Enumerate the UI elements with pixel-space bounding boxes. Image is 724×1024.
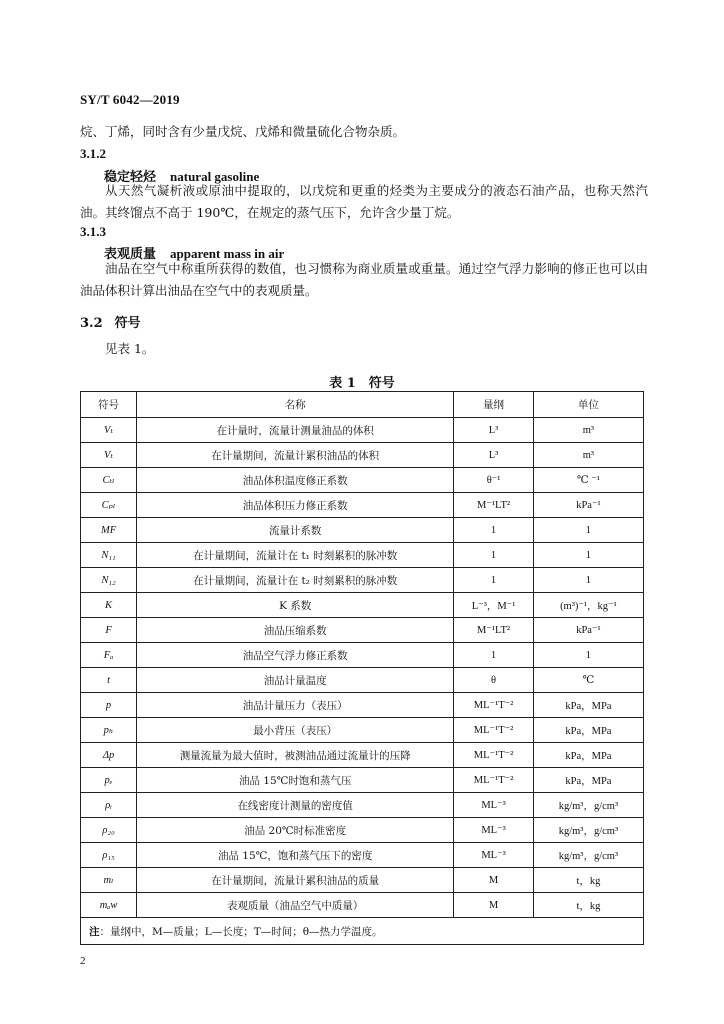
unit-cell: 1 bbox=[533, 518, 643, 543]
table-row bbox=[81, 843, 644, 868]
dimension-cell: M bbox=[454, 868, 534, 893]
symbol-cell: Vₜ bbox=[81, 418, 137, 443]
name-cell: 流量计系数 bbox=[137, 518, 454, 543]
unit-cell: ℃ bbox=[533, 668, 643, 693]
unit-cell: 1 bbox=[533, 643, 643, 668]
dimension-cell: 1 bbox=[454, 543, 534, 568]
name-cell: 在计量期间，流量计在 t₁ 时刻累积的脉冲数 bbox=[137, 543, 454, 568]
table-row bbox=[81, 543, 644, 568]
unit-cell: 1 bbox=[533, 543, 643, 568]
symbol-cell: MF bbox=[81, 518, 137, 543]
symbol-cell: Fₐ bbox=[81, 643, 137, 668]
standard-code: SY/T 6042—2019 bbox=[80, 92, 180, 107]
name-cell: 油品 15℃，饱和蒸气压下的密度 bbox=[137, 843, 454, 868]
table-header-row bbox=[81, 392, 644, 418]
symbol-cell: Δp bbox=[81, 743, 137, 768]
see-table-text: 见表 1。 bbox=[105, 341, 155, 356]
table-row bbox=[81, 443, 644, 468]
unit-cell: kg/m³，g/cm³ bbox=[533, 843, 643, 868]
note-label: 注 bbox=[89, 925, 100, 938]
table-body bbox=[81, 418, 644, 918]
table-row bbox=[81, 793, 644, 818]
table-caption: 表 1 符号 bbox=[329, 376, 395, 391]
name-cell: 表观质量（油品空气中质量） bbox=[137, 893, 454, 918]
dimension-cell: θ bbox=[454, 668, 534, 693]
unit-cell: (m³)⁻¹，kg⁻¹ bbox=[533, 593, 643, 618]
name-cell: 油品计量温度 bbox=[137, 668, 454, 693]
dimension-cell: M⁻¹LT² bbox=[454, 618, 534, 643]
symbol-cell: mₗ bbox=[81, 868, 137, 893]
dimension-cell: ML⁻³ bbox=[454, 818, 534, 843]
name-cell: 油品空气浮力修正系数 bbox=[137, 643, 454, 668]
symbol-cell: ρ₂₀ bbox=[81, 818, 137, 843]
dimension-cell: ML⁻¹T⁻² bbox=[454, 743, 534, 768]
term-zh: 表观质量 bbox=[104, 247, 157, 262]
term-en: apparent mass in air bbox=[170, 246, 285, 261]
dimension-cell: ML⁻³ bbox=[454, 793, 534, 818]
term-en: natural gasoline bbox=[170, 169, 260, 184]
table-row bbox=[81, 818, 644, 843]
table-row bbox=[81, 693, 644, 718]
symbol-cell: t bbox=[81, 668, 137, 693]
unit-cell: 1 bbox=[533, 568, 643, 593]
intro-continuation: 烷、丁烯，同时含有少量戊烷、戊烯和微量硫化合物杂质。 bbox=[80, 124, 406, 139]
unit-cell: kPa，MPa bbox=[533, 743, 643, 768]
table-row bbox=[81, 468, 644, 493]
unit-cell: kg/m³，g/cm³ bbox=[533, 793, 643, 818]
name-cell: 油品 20℃时标准密度 bbox=[137, 818, 454, 843]
table-row bbox=[81, 643, 644, 668]
unit-cell: kPa，MPa bbox=[533, 693, 643, 718]
name-cell: 油品体积压力修正系数 bbox=[137, 493, 454, 518]
name-cell: 油品 15℃时饱和蒸气压 bbox=[137, 768, 454, 793]
dimension-cell: L³ bbox=[454, 443, 534, 468]
table-row bbox=[81, 668, 644, 693]
name-cell: 在计量时，流量计测量油品的体积 bbox=[137, 418, 454, 443]
name-cell: 在计量期间，流量计在 t₂ 时刻累积的脉冲数 bbox=[137, 568, 454, 593]
table-row bbox=[81, 418, 644, 443]
section-title-text: 符号 bbox=[114, 316, 141, 331]
symbol-cell: pₕ bbox=[81, 718, 137, 743]
name-cell: K 系数 bbox=[137, 593, 454, 618]
header-unit: 单位 bbox=[533, 392, 643, 418]
dimension-cell: 1 bbox=[454, 568, 534, 593]
unit-cell: kPa⁻¹ bbox=[533, 493, 643, 518]
table-row bbox=[81, 893, 644, 918]
section-number-3-1-2: 3.1.2 bbox=[80, 146, 106, 161]
dimension-cell: L⁻³，M⁻¹ bbox=[454, 593, 534, 618]
dimension-cell: 1 bbox=[454, 643, 534, 668]
table-row bbox=[81, 768, 644, 793]
header-dimension: 量纲 bbox=[454, 392, 534, 418]
table-row bbox=[81, 493, 644, 518]
symbol-cell: ρᵢ bbox=[81, 793, 137, 818]
table-row bbox=[81, 518, 644, 543]
name-cell: 在线密度计测量的密度值 bbox=[137, 793, 454, 818]
section-title-symbols bbox=[80, 312, 141, 331]
note-text: ：量纲中，M—质量；L—长度；T—时间；θ—热力学温度。 bbox=[99, 925, 383, 938]
header-name: 名称 bbox=[137, 392, 454, 418]
table-note-row bbox=[81, 918, 644, 945]
unit-cell: ℃ ⁻¹ bbox=[533, 468, 643, 493]
name-cell: 在计量期间，流量计累积油品的质量 bbox=[137, 868, 454, 893]
symbol-cell: ρ₁₅ bbox=[81, 843, 137, 868]
dimension-cell: ML⁻¹T⁻² bbox=[454, 768, 534, 793]
definition-natural-gasoline: 从天然气凝析液或原油中提取的，以戊烷和更重的烃类为主要成分的液态石油产品，也称天然汽油。其终馏点不高于 190℃，在规定的蒸气压下，允许含少量丁烷。 bbox=[80, 183, 648, 220]
symbol-cell: N₁₁ bbox=[81, 543, 137, 568]
unit-cell: m³ bbox=[533, 443, 643, 468]
symbol-cell: mₐw bbox=[81, 893, 137, 918]
symbol-cell: pₑ bbox=[81, 768, 137, 793]
symbols-table bbox=[80, 391, 644, 945]
table-row bbox=[81, 593, 644, 618]
unit-cell: kPa⁻¹ bbox=[533, 618, 643, 643]
symbol-cell: p bbox=[81, 693, 137, 718]
symbol-cell: F bbox=[81, 618, 137, 643]
symbol-cell: Vₜ bbox=[81, 443, 137, 468]
table-note bbox=[81, 918, 644, 945]
name-cell: 最小背压（表压） bbox=[137, 718, 454, 743]
unit-cell: kPa，MPa bbox=[533, 768, 643, 793]
page-number: 2 bbox=[80, 955, 86, 967]
dimension-cell: θ⁻¹ bbox=[454, 468, 534, 493]
name-cell: 油品计量压力（表压） bbox=[137, 693, 454, 718]
table-row bbox=[81, 743, 644, 768]
dimension-cell: ML⁻¹T⁻² bbox=[454, 718, 534, 743]
dimension-cell: L³ bbox=[454, 418, 534, 443]
definition-apparent-mass: 油品在空气中称重所获得的数值，也习惯称为商业质量或重量。通过空气浮力影响的修正也可以由油品体积计算出油品在空气中的表观质量。 bbox=[80, 261, 648, 298]
name-cell: 油品压缩系数 bbox=[137, 618, 454, 643]
table-row bbox=[81, 718, 644, 743]
table-row bbox=[81, 868, 644, 893]
dimension-cell: 1 bbox=[454, 518, 534, 543]
section-number: 3.2 bbox=[80, 316, 103, 331]
unit-cell: m³ bbox=[533, 418, 643, 443]
symbol-cell: Cₚₗ bbox=[81, 493, 137, 518]
dimension-cell: M bbox=[454, 893, 534, 918]
unit-cell: t，kg bbox=[533, 868, 643, 893]
table-row bbox=[81, 568, 644, 593]
name-cell: 油品体积温度修正系数 bbox=[137, 468, 454, 493]
symbol-cell: K bbox=[81, 593, 137, 618]
unit-cell: t，kg bbox=[533, 893, 643, 918]
section-number-3-1-3: 3.1.3 bbox=[80, 224, 106, 239]
dimension-cell: ML⁻¹T⁻² bbox=[454, 693, 534, 718]
table-row bbox=[81, 618, 644, 643]
unit-cell: kg/m³，g/cm³ bbox=[533, 818, 643, 843]
dimension-cell: ML⁻³ bbox=[454, 843, 534, 868]
name-cell: 测量流量为最大值时，被测油品通过流量计的压降 bbox=[137, 743, 454, 768]
symbol-cell: N₁₂ bbox=[81, 568, 137, 593]
header-symbol: 符号 bbox=[81, 392, 137, 418]
symbol-cell: Cₜₗ bbox=[81, 468, 137, 493]
name-cell: 在计量期间，流量计累积油品的体积 bbox=[137, 443, 454, 468]
dimension-cell: M⁻¹LT² bbox=[454, 493, 534, 518]
unit-cell: kPa，MPa bbox=[533, 718, 643, 743]
term-zh: 稳定轻烃 bbox=[104, 170, 157, 185]
